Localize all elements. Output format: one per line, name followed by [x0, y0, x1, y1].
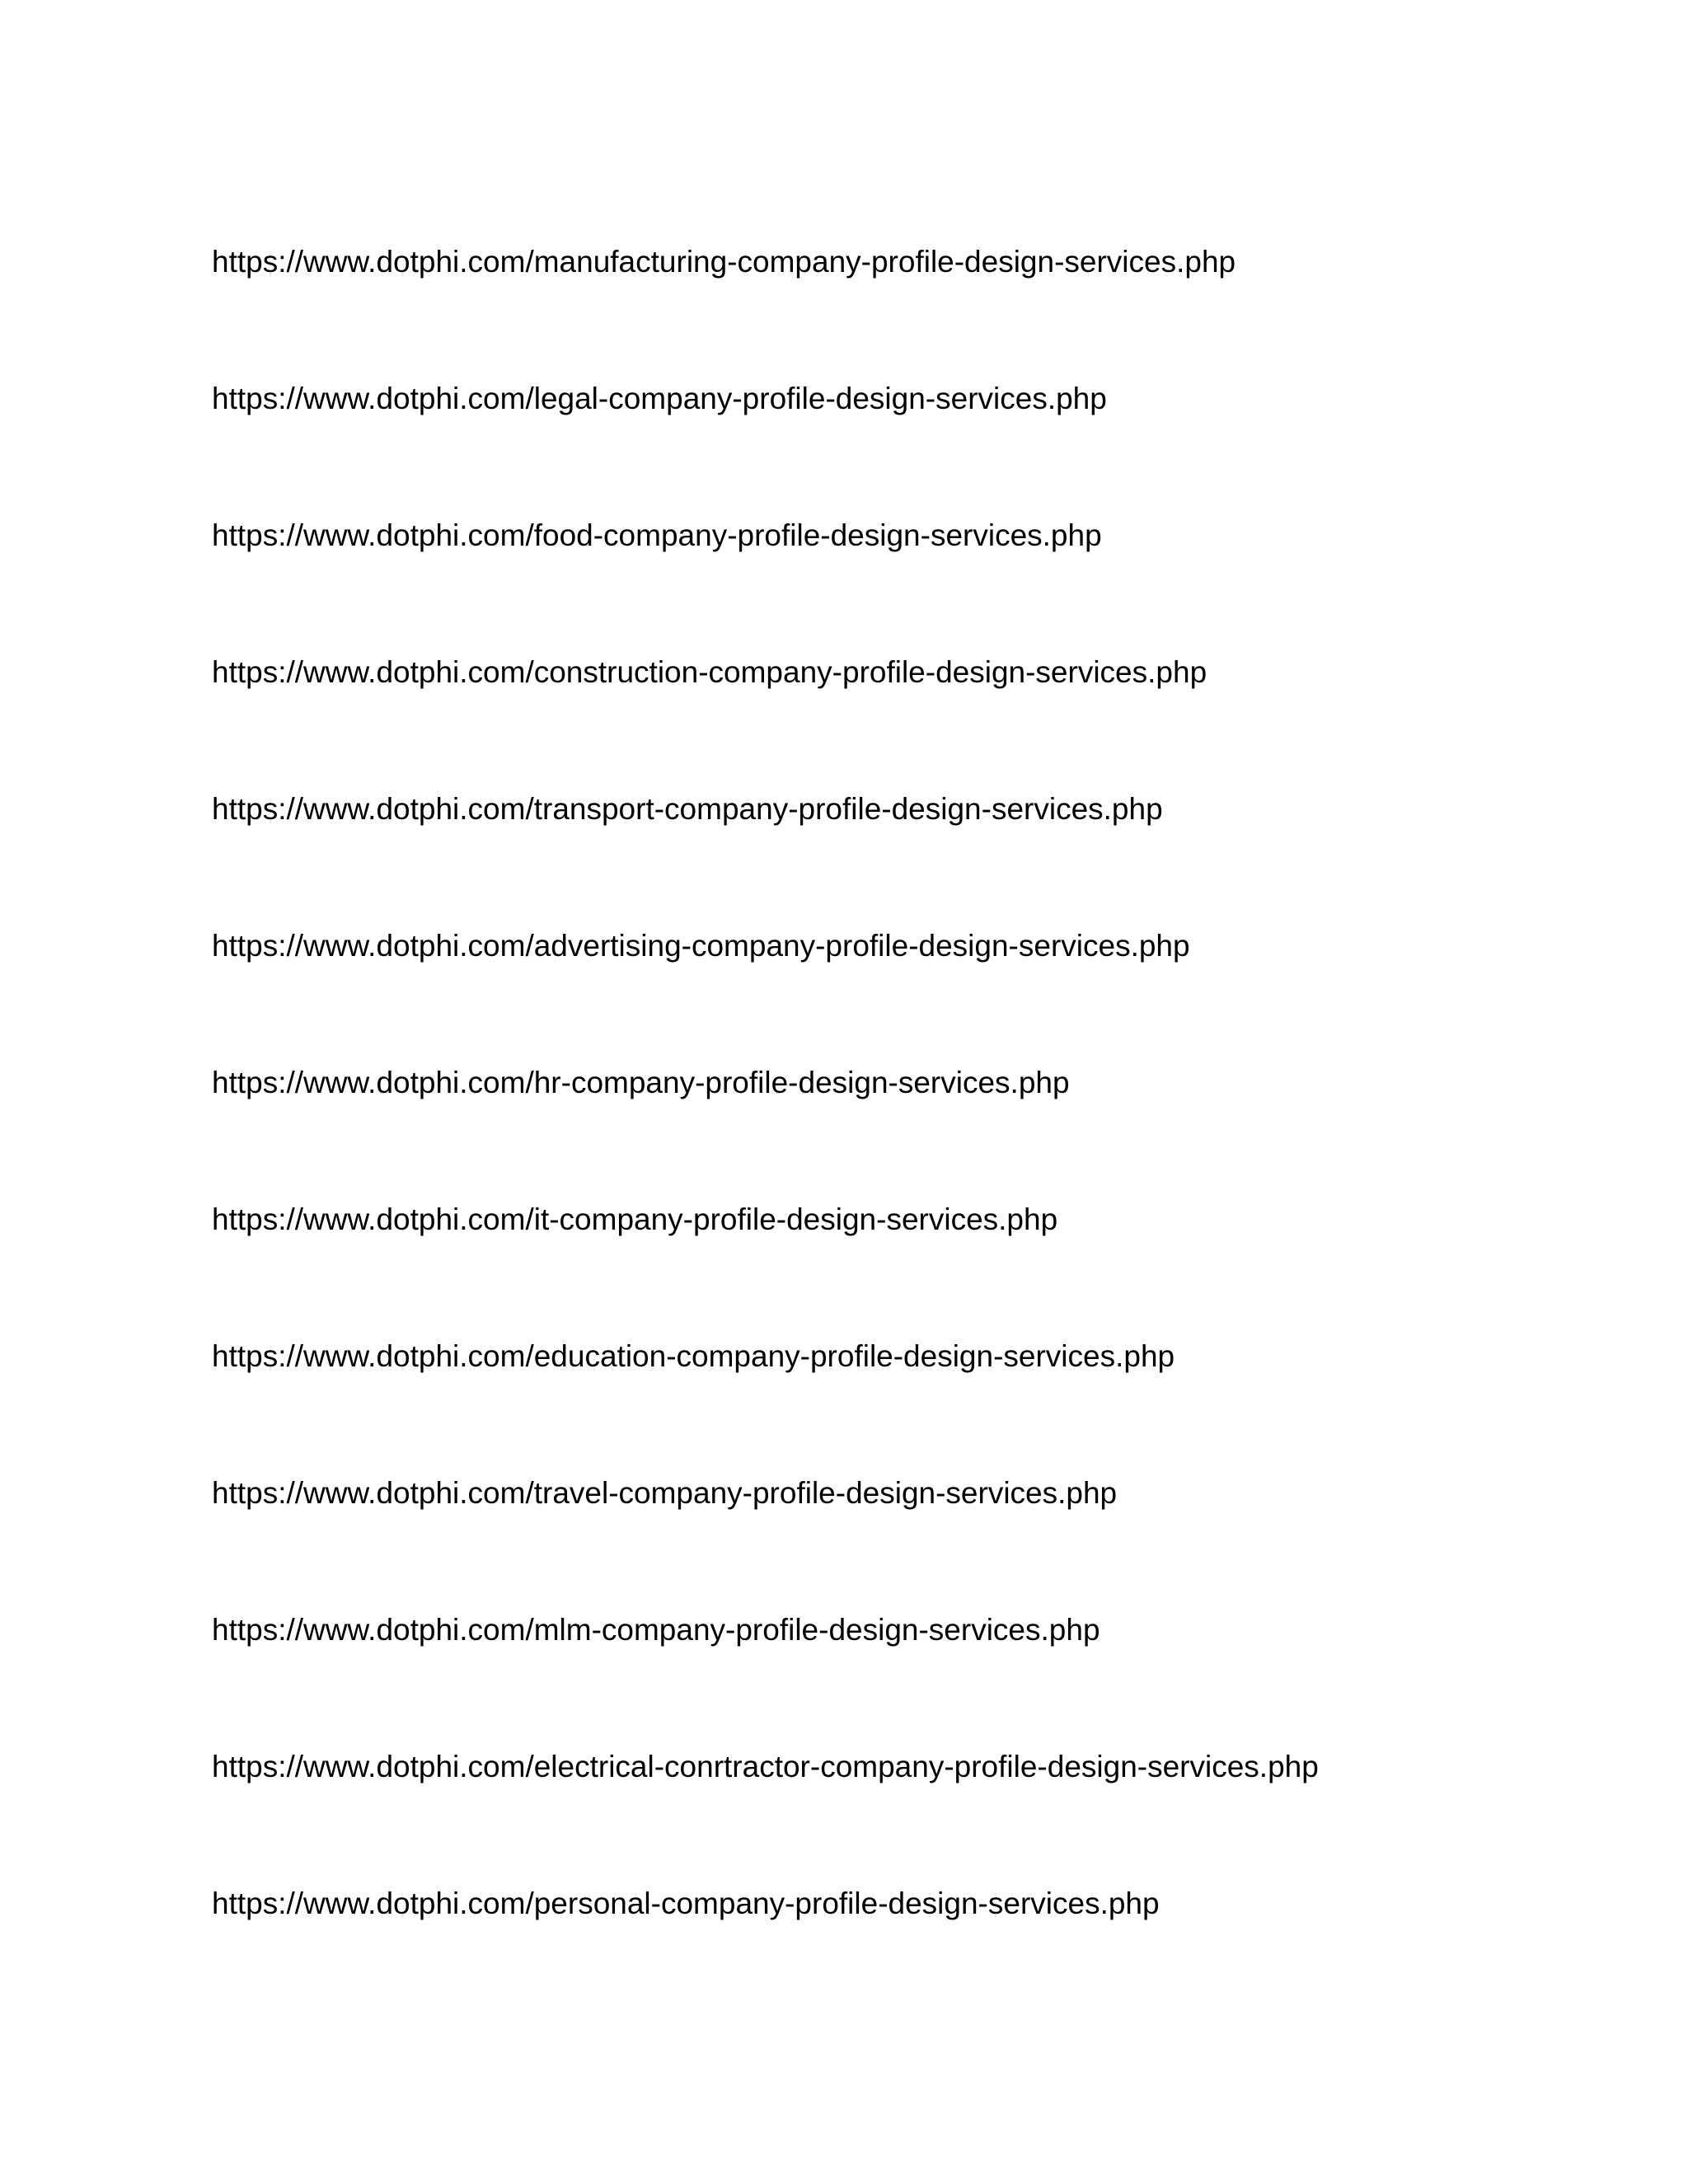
url-link-personal[interactable]: https://www.dotphi.com/personal-company-profile-design-services.php: [212, 1886, 1160, 1920]
list-item: [212, 239, 1613, 376]
list-item: [212, 1607, 1613, 1744]
url-link-mlm[interactable]: https://www.dotphi.com/mlm-company-profile-design-services.php: [212, 1613, 1100, 1647]
list-item: [212, 786, 1613, 923]
url-link-hr[interactable]: https://www.dotphi.com/hr-company-profile-design-services.php: [212, 1066, 1070, 1099]
list-item: [212, 1881, 1613, 2018]
list-item: [212, 1060, 1613, 1197]
url-list: [212, 239, 1613, 2018]
url-link-manufacturing[interactable]: https://www.dotphi.com/manufacturing-company-profile-design-services.php: [212, 245, 1236, 279]
url-link-advertising[interactable]: https://www.dotphi.com/advertising-company-profile-design-services.php: [212, 929, 1190, 963]
url-link-legal[interactable]: https://www.dotphi.com/legal-company-profile-design-services.php: [212, 382, 1107, 415]
list-item: [212, 649, 1613, 786]
list-item: [212, 376, 1613, 513]
list-item: [212, 1470, 1613, 1607]
list-item: [212, 923, 1613, 1060]
url-link-travel[interactable]: https://www.dotphi.com/travel-company-profile-design-services.php: [212, 1476, 1118, 1510]
url-link-education[interactable]: https://www.dotphi.com/education-company-profile-design-services.php: [212, 1339, 1175, 1373]
url-link-food[interactable]: https://www.dotphi.com/food-company-profile-design-services.php: [212, 518, 1102, 552]
list-item: [212, 1744, 1613, 1881]
list-item: [212, 513, 1613, 649]
list-item: [212, 1333, 1613, 1470]
url-link-construction[interactable]: https://www.dotphi.com/construction-company-profile-design-services.php: [212, 655, 1207, 689]
list-item: [212, 1197, 1613, 1333]
url-link-electrical-contractor[interactable]: https://www.dotphi.com/electrical-conrtractor-company-profile-design-services.php: [212, 1750, 1319, 1783]
url-link-transport[interactable]: https://www.dotphi.com/transport-company-profile-design-services.php: [212, 792, 1163, 826]
url-link-it[interactable]: https://www.dotphi.com/it-company-profile-design-services.php: [212, 1202, 1058, 1236]
